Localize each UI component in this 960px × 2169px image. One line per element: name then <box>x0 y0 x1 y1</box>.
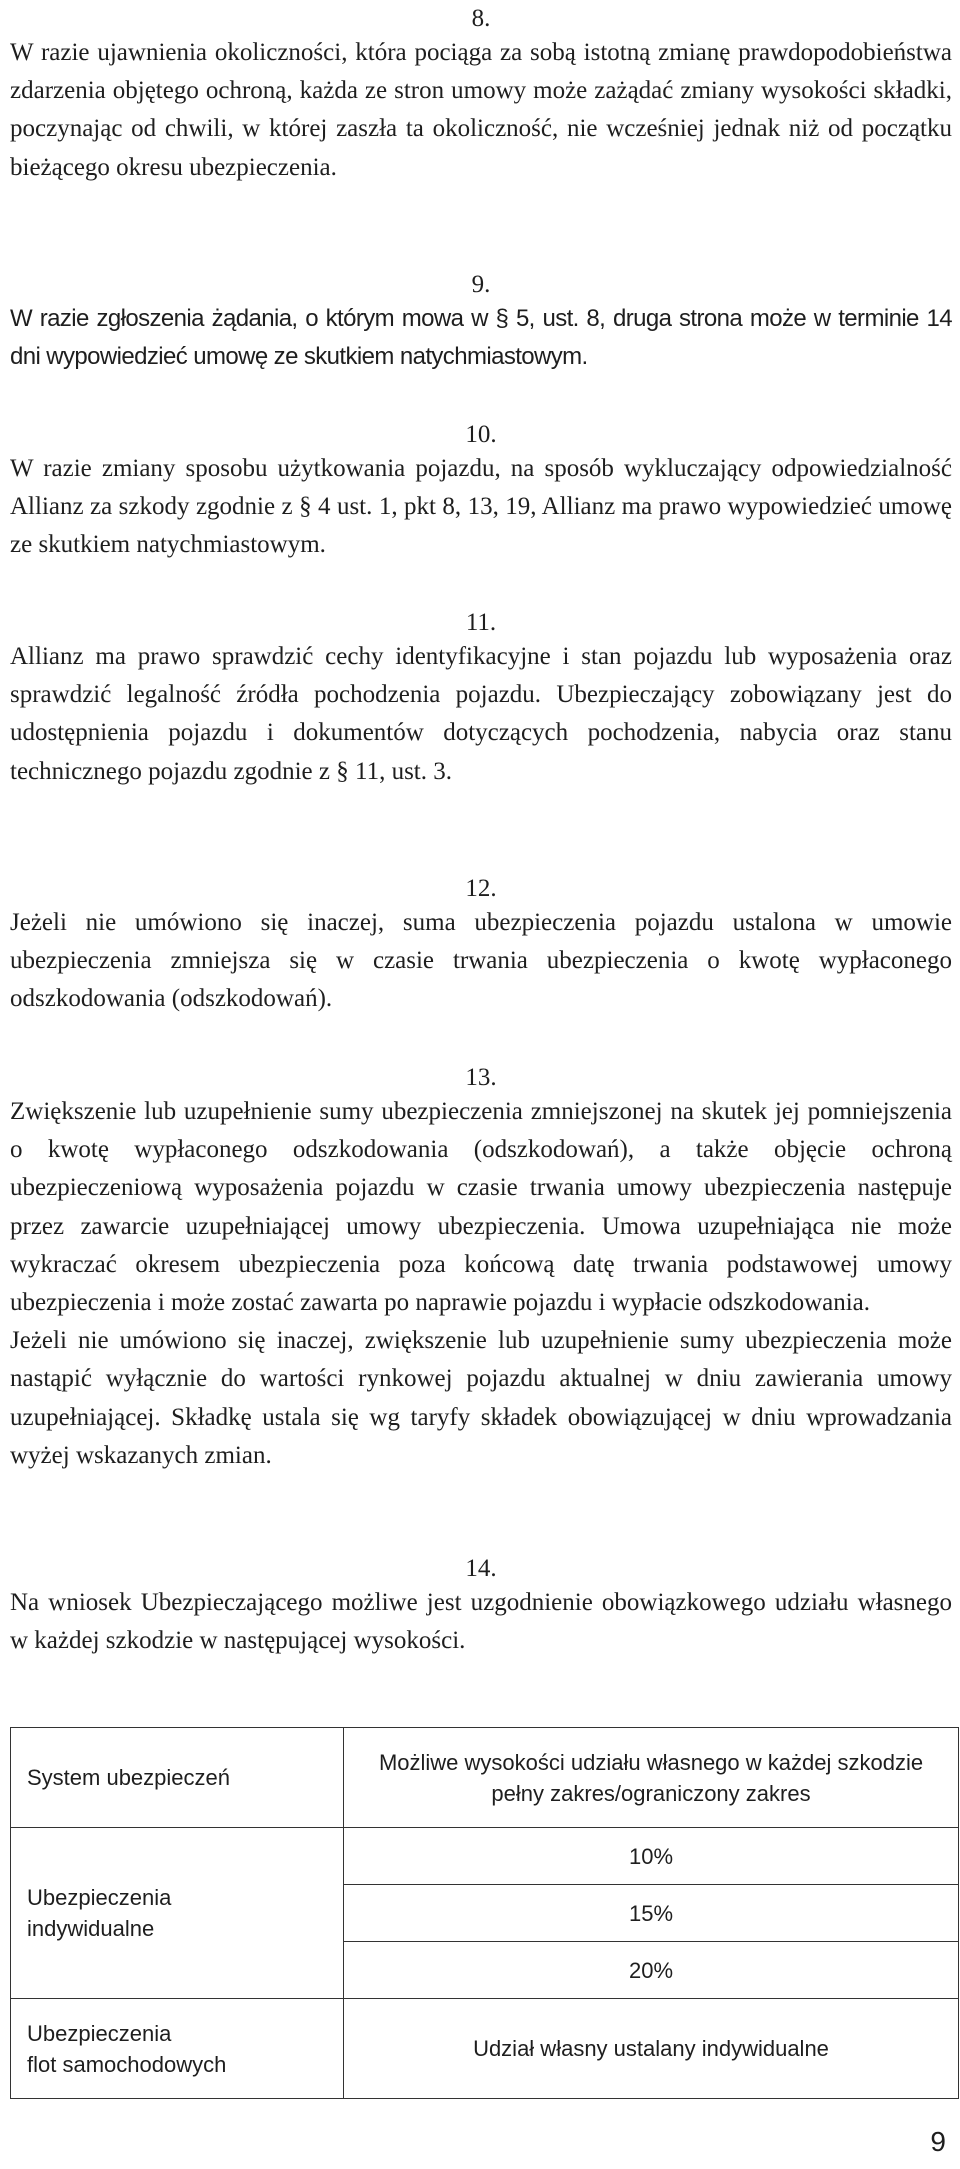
section-11 <box>10 608 952 791</box>
table-row <box>11 1999 959 2099</box>
table-header-deductible <box>344 1728 959 1828</box>
section-text-continued: Jeżeli nie umówiono się inaczej, zwiększenie lub uzupełnienie sumy ubezpieczenia może nastąpić wyłącznie do wartości rynkowej pojazdu aktualnej w dniu zawierania umowy uzupełniającej. Składkę ustala się wg taryfy składek obowiązującej w dniu wprowadzania wyżej wskazanych zmian. <box>10 1327 952 1469</box>
section-14 <box>10 1554 952 1660</box>
section-number: 9. <box>471 271 491 298</box>
section-9 <box>10 270 952 376</box>
page-number: 9 <box>930 2126 946 2157</box>
section-text: W razie zgłoszenia żądania, o którym mowa w § 5, ust. 8, druga strona może w terminie 14 dni wypowiedzieć umowę ze skutkiem natychmiastowym. <box>10 305 952 370</box>
label-line2: indywidualne <box>27 1916 155 1941</box>
section-10 <box>10 420 952 565</box>
table-row <box>11 1828 959 1885</box>
label-line1: Ubezpieczenia <box>27 1885 172 1910</box>
table-header-system <box>11 1728 344 1828</box>
label-line1: Ubezpieczenia <box>27 2020 172 2046</box>
section-text: W razie ujawnienia okoliczności, która pociąga za sobą istotną zmianę prawdopodobieństwa zdarzenia objętego ochroną, każda ze stron umowy może zażądać zmiany wysokości składki, poczynając od chwili, w której zaszła ta okoliczność, nie wcześniej jednak niż od początku bieżącego okresu ubezpieczenia. <box>10 39 952 181</box>
section-text: Zwiększenie lub uzupełnienie sumy ubezpieczenia zmniejszonej na skutek jej pomniejszenia o kwotę wypłaconego odszkodowania (odszkodowań), a także objęcie ochroną ubezpieczeniową wyposażenia pojazdu w czasie trwania umowy ubezpieczenia następuje przez zawarcie uzupełniającej umowy ubezpieczenia. Umowa uzupełniająca nie może wykraczać okresem ubezpieczenia poza końcową datę trwania podstawowej umowy ubezpieczenia i może zostać zawarta po naprawie pojazdu i wypłacie odszkodowania. <box>10 1098 952 1317</box>
section-13 <box>10 1063 952 1475</box>
deductible-value: 20% <box>344 1942 959 1999</box>
table-header-row <box>11 1728 959 1828</box>
deductible-value: 15% <box>344 1885 959 1942</box>
header-cell-text: System ubezpieczeń <box>27 1765 230 1790</box>
section-number: 8. <box>471 5 491 32</box>
deductible-table <box>10 1727 959 2099</box>
section-8 <box>10 4 952 187</box>
section-text: Allianz ma prawo sprawdzić cechy identyfikacyjne i stan pojazdu lub wyposażenia oraz sprawdzić legalność źródła pochodzenia pojazdu. Ubezpieczający zobowiązany jest do udostępnienia pojazdu i dokumentów dotyczących pochodzenia, nabycia oraz stanu technicznego pojazdu zgodnie z § 11, ust. 3. <box>10 643 952 785</box>
section-number: 14. <box>465 1555 497 1582</box>
label-line2: flot samochodowych <box>27 2051 227 2077</box>
section-text: Na wniosek Ubezpieczającego możliwe jest uzgodnienie obowiązkowego udziału własnego w każdej szkodzie w następującej wysokości. <box>10 1589 952 1655</box>
section-number: 11. <box>465 609 497 636</box>
section-number: 13. <box>465 1064 497 1091</box>
individual-insurance-label <box>11 1828 344 1999</box>
section-number: 12. <box>465 875 497 902</box>
section-12 <box>10 874 952 1019</box>
section-number: 10. <box>465 421 497 448</box>
fleet-insurance-label <box>11 1999 344 2099</box>
section-text: Jeżeli nie umówiono się inaczej, suma ubezpieczenia pojazdu ustalona w umowie ubezpieczenia zmniejsza się w czasie trwania ubezpieczenia o kwotę wypłaconego odszkodowania (odszkodowań). <box>10 909 952 1013</box>
deductible-value: 10% <box>344 1828 959 1885</box>
header-cell-line1: Możliwe wysokości udziału własnego w każdej szkodzie <box>378 1749 924 1775</box>
fleet-deductible-value: Udział własny ustalany indywidualne <box>344 1999 959 2099</box>
header-cell-line2: pełny zakres/ograniczony zakres <box>491 1780 811 1806</box>
section-text: W razie zmiany sposobu użytkowania pojazdu, na sposób wykluczający odpowiedzialność Allianz za szkody zgodnie z § 4 ust. 1, pkt 8, 13, 19, Allianz ma prawo wypowiedzieć umowę ze skutkiem natychmiastowym. <box>10 455 952 559</box>
